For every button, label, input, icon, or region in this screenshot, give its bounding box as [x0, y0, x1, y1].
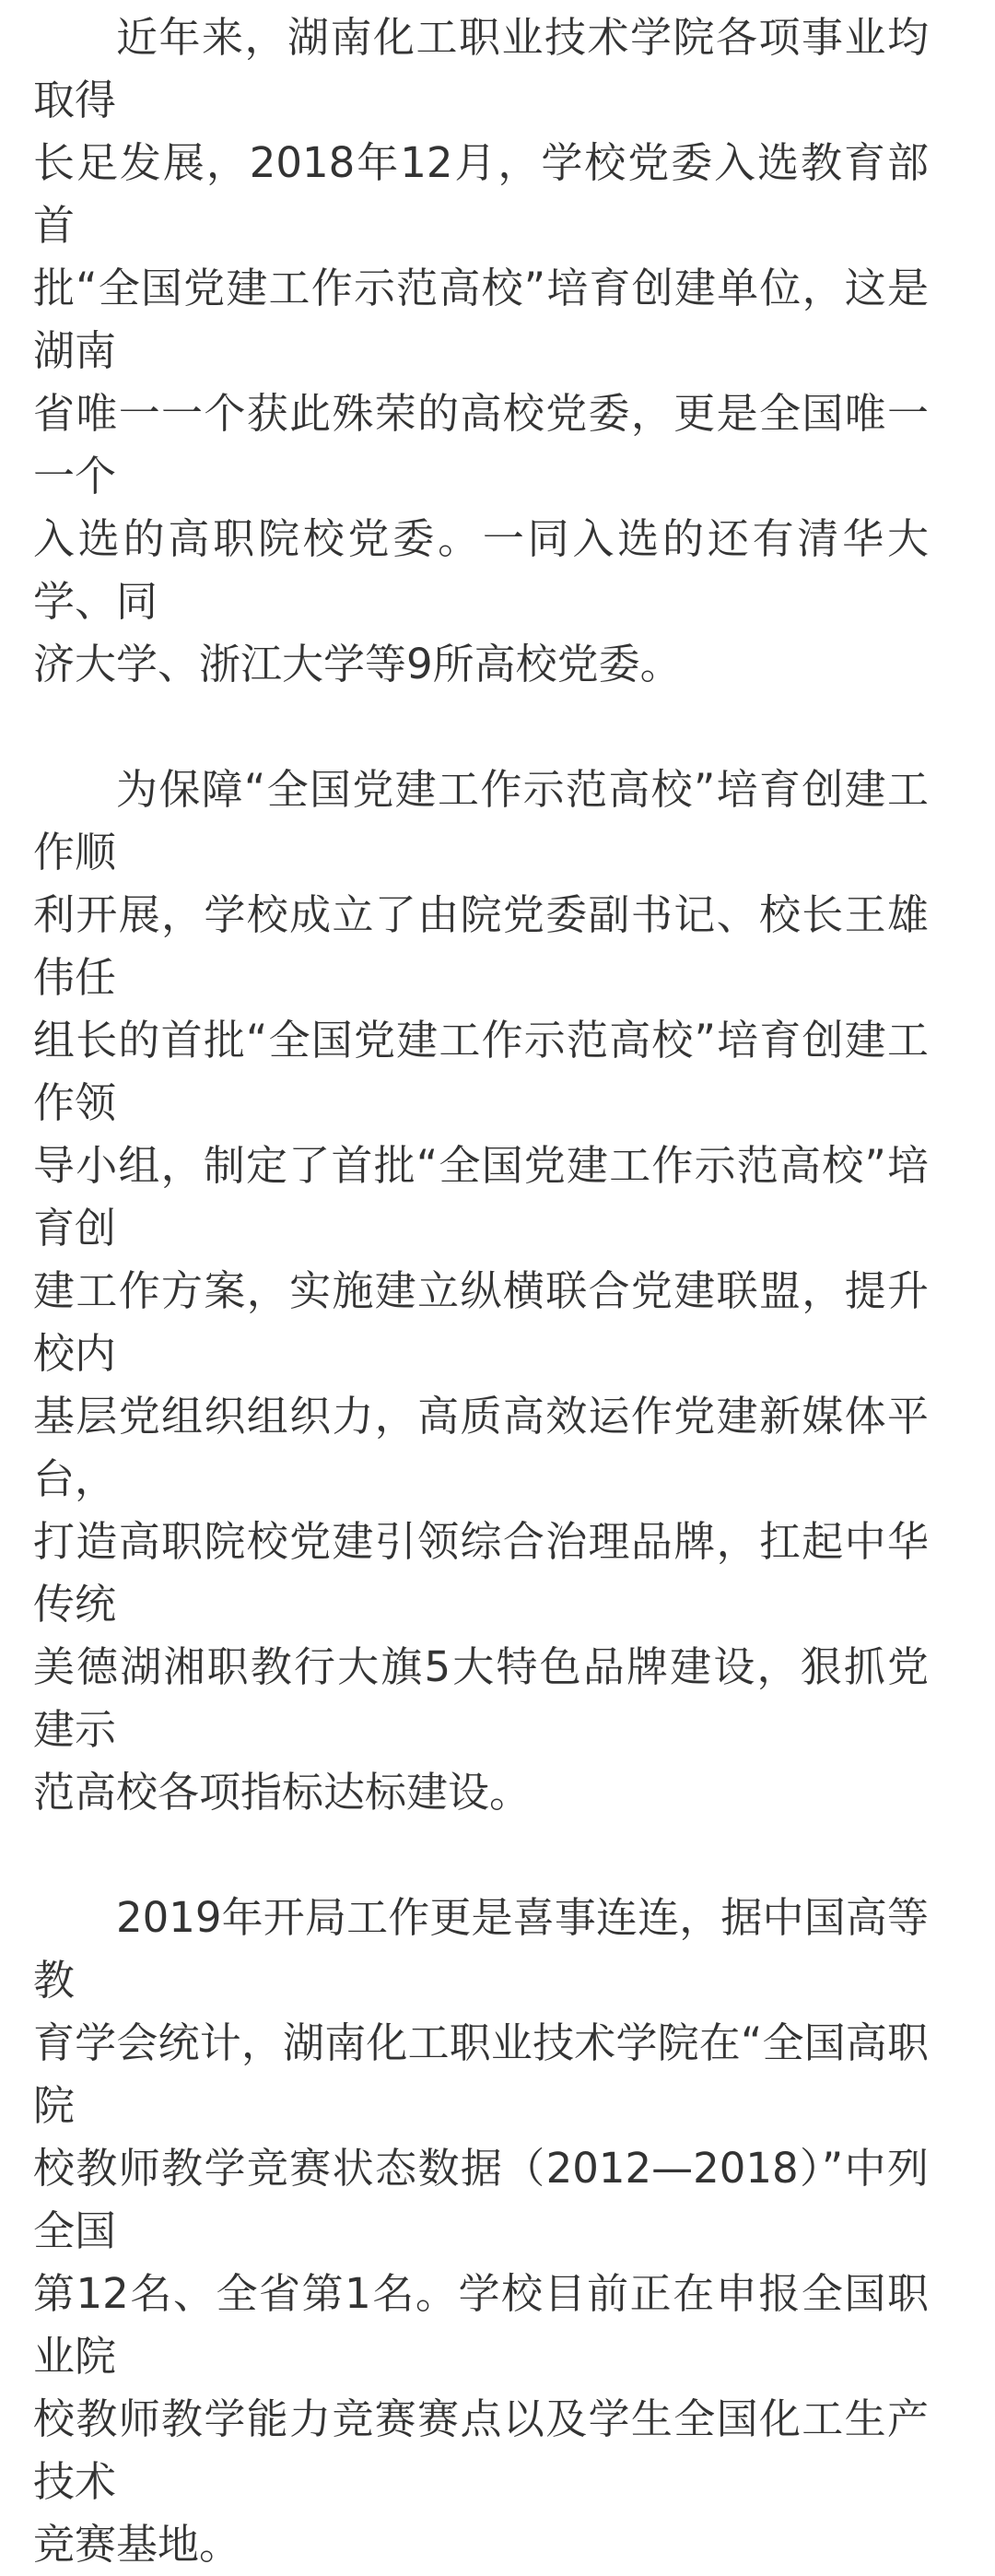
article-body	[33, 0, 929, 2576]
article-paragraph-2: 为保障“全国党建工作示范高校”培育创建工作顺 利开展，学校成立了由院党委副书记、校长王雄伟任 组长的首批“全国党建工作示范高校”培育创建工作领 导小组，制定了首批“全国党建工作示范高校”培育创 建工作方案，实施建立纵横联合党建联盟，提升校内 基层党组织组织力，高质高效运作党建新媒体平台， 打造高职院校党建引领综合治理品牌，扛起中华传统 美德湖湘职教行大旗5大特色品牌建设，狠抓党建示 范高校各项指标达标建设。	[33, 765, 929, 1817]
article-paragraph-1: 近年来，湖南化工职业技术学院各项事业均取得 长足发展，2018年12月，学校党委入选教育部首 批“全国党建工作示范高校”培育创建单位，这是湖南 省唯一一个获此殊荣的高校党委，更是全国唯一一个 入选的高职院校党委。一同入选的还有清华大学、同 济大学、浙江大学等9所高校党委。	[33, 13, 929, 688]
article-paragraph-3: 2019年开局工作更是喜事连连，据中国高等教 育学会统计，湖南化工职业技术学院在“全国高职院 校教师教学竞赛状态数据（2012—2018）”中列全国 第12名、全省第1名。学校目前正在申报全国职业院 校教师教学能力竞赛赛点以及学生全国化工生产技术 竞赛基地。	[33, 1893, 929, 2569]
